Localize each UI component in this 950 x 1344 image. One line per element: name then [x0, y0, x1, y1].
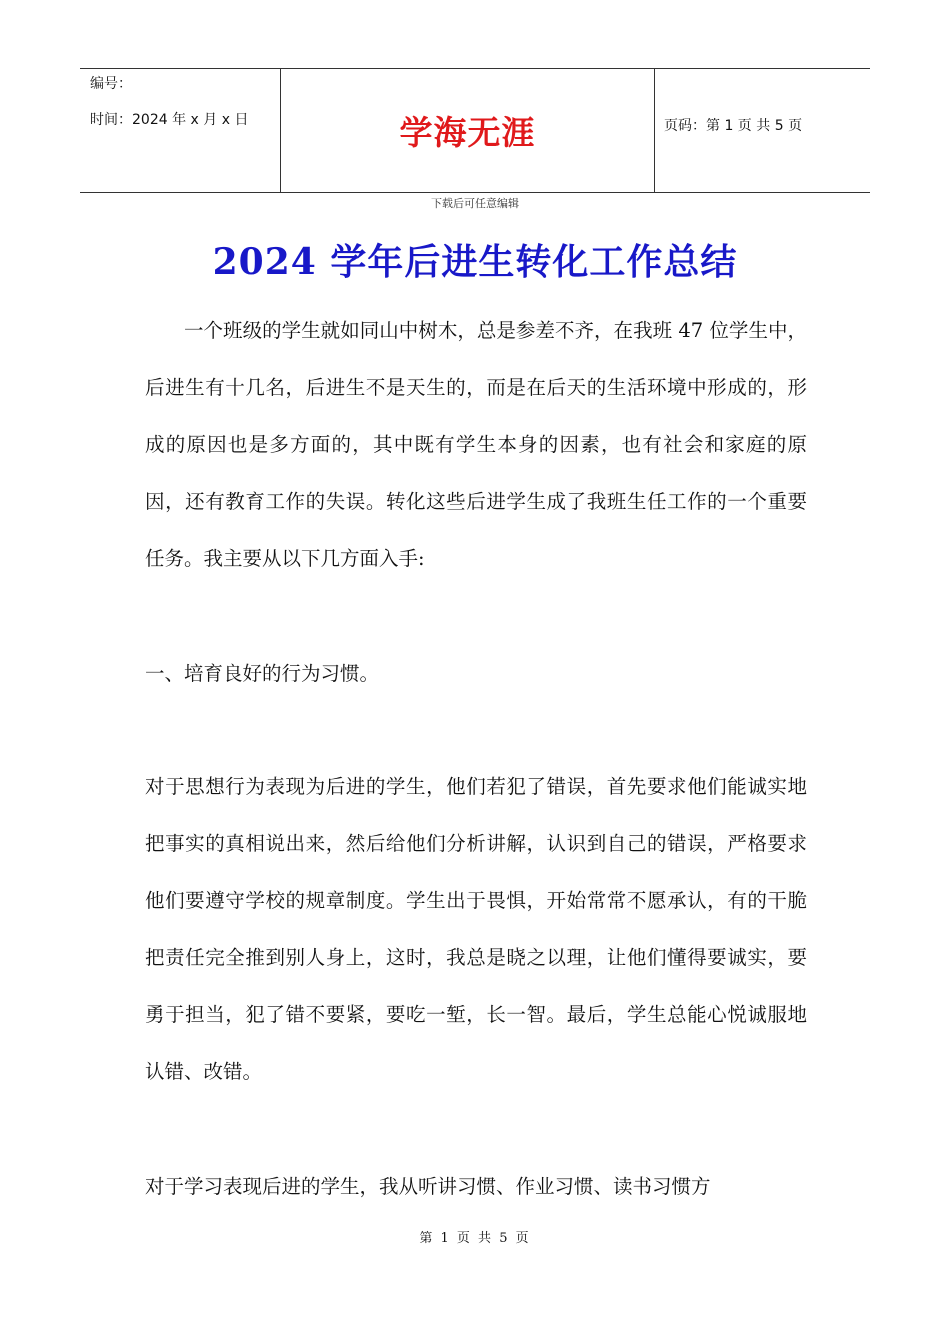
document-id-label: 编号： [90, 76, 132, 92]
header-center-cell [281, 69, 655, 192]
header-left-cell [80, 69, 281, 192]
paragraph-behavior: 对于思想行为表现为后进的学生，他们若犯了错误，首先要求他们能诚实地把事实的真相说出来，然后给他们分析讲解，认识到自己的错误，严格要求他们要遵守学校的规章制度。学生出于畏惧，开始常常不愿承认，有的干脆把责任完全推到别人身上，这时，我总是晓之以理，让他们懂得要诚实，要勇于担当，犯了错不要紧，要吃一堑，长一智。最后，学生总能心悦诚服地认错、改错。 [145, 775, 807, 1083]
header-right-cell [655, 69, 870, 192]
page-footer: 第 1 页 共 5 页 [419, 1231, 531, 1246]
edit-note: 下载后可任意编辑 [431, 197, 519, 210]
brand-title: 学海无涯 [399, 113, 536, 152]
document-date: 时间：2024 年 x 月 x 日 [90, 112, 249, 128]
paragraph-study: 对于学习表现后进的学生，我从听讲习惯、作业习惯、读书习惯方 [145, 1175, 711, 1198]
section-heading-1: 一、培育良好的行为习惯。 [145, 662, 380, 685]
header-page-info: 页码：第 1 页 共 5 页 [664, 118, 803, 134]
document-title: 2024 学年后进生转化工作总结 [212, 241, 738, 283]
document-header-table [80, 68, 870, 193]
paragraph-intro: 一个班级的学生就如同山中树木，总是参差不齐，在我班 47 位学生中，后进生有十几名，后进生不是天生的，而是在后天的生活环境中形成的，形成的原因也是多方面的，其中既有学生本身的因素，也有社会和家庭的原因，还有教育工作的失误。转化这些后进学生成了我班生任工作的一个重要任务。我主要从以下几方面入手: [145, 319, 807, 570]
